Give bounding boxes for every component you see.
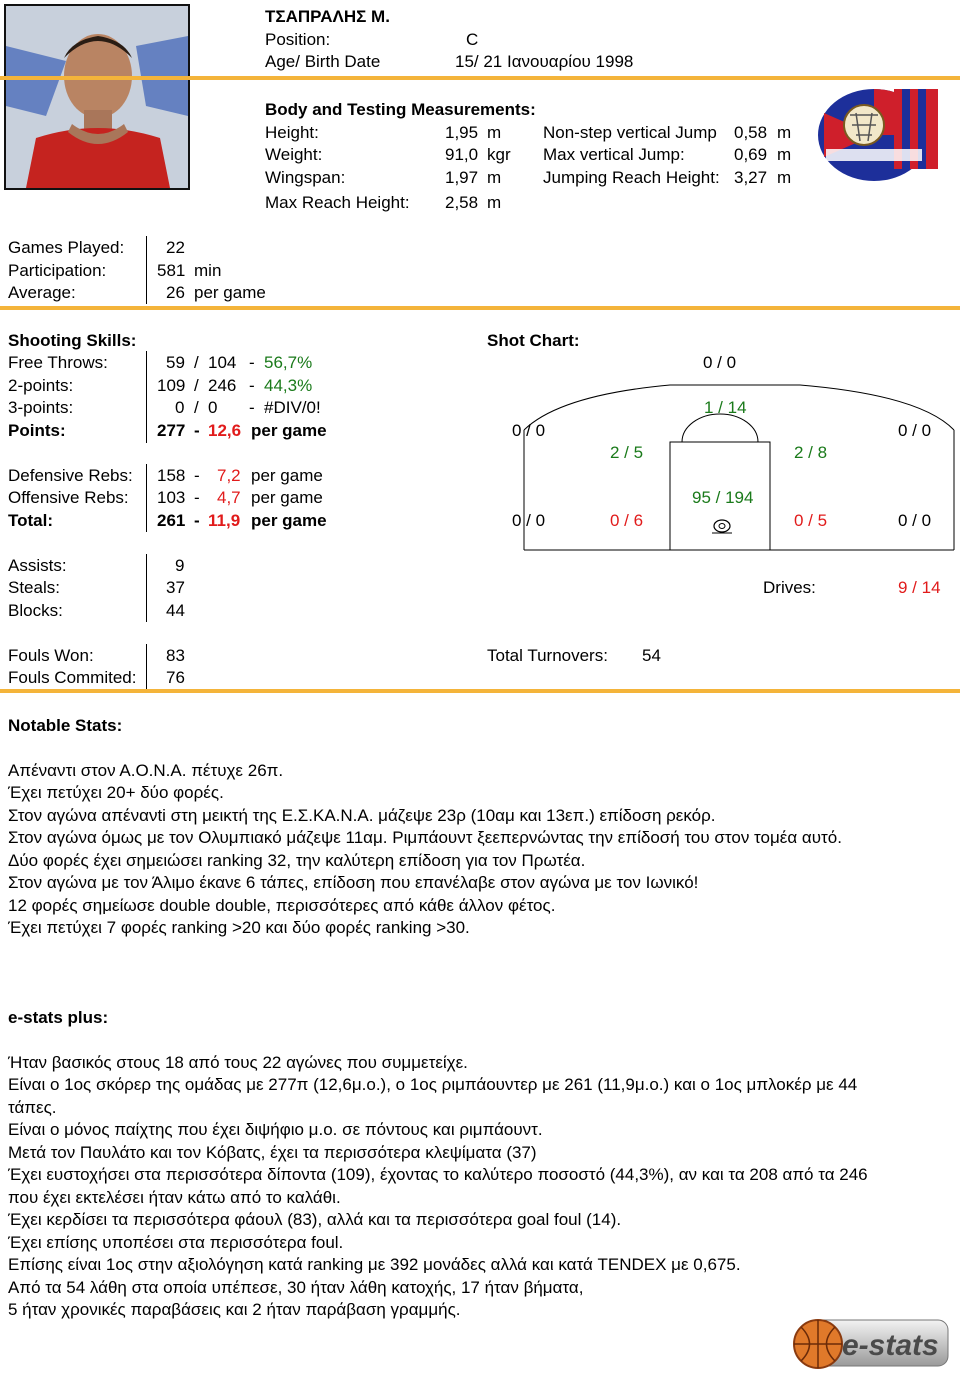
estats-title: e-stats plus: [8, 1008, 109, 1027]
three-points-attempted: 0 [208, 398, 218, 417]
weight-label: Weight: [265, 145, 323, 164]
maxreach-label: Max Reach Height: [265, 193, 410, 212]
two-points-made: 109 [157, 376, 186, 395]
total-rebs-per-game: per game [251, 511, 327, 530]
average-unit: per game [194, 283, 266, 302]
three-points-made: 0 [175, 398, 185, 417]
estats-line: τάπες. [8, 1098, 57, 1117]
average-value: 26 [166, 283, 185, 302]
height-value: 1,95 [445, 123, 479, 142]
notable-line: Στον αγώνα με τον Άλιμο έκανε 6 τάπες, επίδοση που επανέλαβε στον αγώνα με τον Ιωνικό! [8, 873, 699, 892]
wingspan-unit: m [487, 168, 502, 187]
def-rebs-total: 158 [157, 466, 186, 485]
wingspan-value: 1,97 [445, 168, 479, 187]
free-throws-made: 59 [166, 353, 185, 372]
maxreach-value: 2,58 [445, 193, 479, 212]
estats-logo-icon [792, 1310, 952, 1374]
def-rebs-per-game: per game [251, 466, 323, 485]
fouls-committed-label: Fouls Commited: [8, 668, 137, 687]
section-divider [0, 306, 960, 310]
notable-title: Notable Stats: [8, 716, 123, 735]
column-divider [146, 351, 147, 443]
games-played-label: Games Played: [8, 238, 125, 257]
maxvert-unit: m [777, 145, 792, 164]
shot-chart-title: Shot Chart: [487, 331, 580, 350]
estats-line: Έχει ευστοχήσει στα περισσότερα δίποντα (109), έχοντας το καλύτερο ποσοστό (44,3%), αν και τα 208 από τα 246 [8, 1165, 868, 1184]
maxvert-value: 0,69 [734, 145, 768, 164]
slash: / [194, 353, 199, 372]
shot-zone-top: 0 / 0 [703, 353, 737, 372]
nonstep-label: Non-step vertical Jump [543, 123, 717, 142]
steals-value: 37 [166, 578, 185, 597]
total-rebs-label: Total: [8, 511, 54, 530]
column-divider [146, 236, 147, 304]
def-rebs-label: Defensive Rebs: [8, 466, 133, 485]
estats-line: Έχει κερδίσει τα περισσότερα φάουλ (83), αλλά και τα περισσότερα goal foul (14). [8, 1210, 622, 1229]
column-divider [146, 554, 147, 622]
player-name: ΤΣΑΠΡΑΛΗΣ Μ. [265, 7, 390, 26]
points-total: 277 [157, 421, 186, 440]
team-logo-icon [816, 85, 940, 185]
section-divider [0, 689, 960, 693]
dash: - [194, 511, 200, 530]
turnovers-value: 54 [642, 646, 661, 665]
jumpreach-unit: m [777, 168, 792, 187]
shot-zone-right-corner-upper: 0 / 0 [898, 421, 932, 440]
points-label: Points: [8, 421, 66, 440]
estats-line: Από τα 54 λάθη στα οποία υπέπεσε, 30 ήταν λάθη κατοχής, 17 ήταν βήματα, [8, 1278, 584, 1297]
fouls-won-label: Fouls Won: [8, 646, 94, 665]
points-per-game: per game [251, 421, 327, 440]
blocks-value: 44 [166, 601, 185, 620]
participation-label: Participation: [8, 261, 107, 280]
estats-line: 5 ήταν χρονικές παραβάσεις και 2 ήταν παράβαση γραμμής. [8, 1300, 461, 1319]
weight-value: 91,0 [445, 145, 479, 164]
shooting-title: Shooting Skills: [8, 331, 137, 350]
height-label: Height: [265, 123, 319, 142]
off-rebs-total: 103 [157, 488, 186, 507]
slash: / [194, 398, 199, 417]
dash: - [194, 488, 200, 507]
maxvert-label: Max vertical Jump: [543, 145, 685, 164]
nonstep-unit: m [777, 123, 792, 142]
position-value: C [466, 30, 479, 49]
estats-line: Είναι ο 1ος σκόρερ της ομάδας με 277π (12,6μ.ο.), ο 1ος ριμπάουντερ με 261 (11,9μ.ο.) και ο 1ος μπλοκέρ με 44 [8, 1075, 858, 1094]
participation-unit: min [194, 261, 222, 280]
points-average: 12,6 [208, 421, 242, 440]
assists-value: 9 [175, 556, 185, 575]
basketball-court-icon [520, 345, 960, 555]
shot-zone-right-base: 0 / 5 [794, 511, 828, 530]
total-rebs-total: 261 [157, 511, 186, 530]
position-label: Position: [265, 30, 331, 49]
measurements-title: Body and Testing Measurements: [265, 100, 536, 119]
section-divider [0, 76, 960, 80]
free-throws-attempted: 104 [208, 353, 237, 372]
estats-line: που έχει εκτελέσει ήταν κάτω από το καλάθι. [8, 1188, 341, 1207]
notable-line: 12 φορές σημείωσε double double, περισσότερες από κάθε άλλον φέτος. [8, 896, 556, 915]
average-label: Average: [8, 283, 76, 302]
dash: - [249, 353, 255, 372]
wingspan-label: Wingspan: [265, 168, 346, 187]
drives-label: Drives: [763, 578, 816, 597]
shot-zone-right-wing: 2 / 8 [794, 443, 828, 462]
notable-line: Στον αγώνα απένανti στη μεικτή της Ε.Σ.ΚΑ.Ν.Α. μάζεψε 23ρ (10αμ και 13επ.) επίδοση ρεκόρ. [8, 806, 716, 825]
drives-value: 9 / 14 [898, 578, 941, 597]
assists-label: Assists: [8, 556, 67, 575]
dash: - [249, 376, 255, 395]
shot-zone-top-key: 1 / 14 [704, 398, 747, 417]
shot-zone-left-corner-lower: 0 / 0 [512, 511, 546, 530]
fouls-won-value: 83 [166, 646, 185, 665]
notable-line: Έχει πετύχει 20+ δύο φορές. [8, 783, 224, 802]
birth-label: Age/ Birth Date [265, 52, 381, 71]
games-played-value: 22 [166, 238, 185, 257]
three-points-label: 3-points: [8, 398, 74, 417]
shot-zone-paint: 95 / 194 [692, 488, 754, 507]
dash: - [249, 398, 255, 417]
nonstep-value: 0,58 [734, 123, 768, 142]
turnovers-label: Total Turnovers: [487, 646, 608, 665]
height-unit: m [487, 123, 502, 142]
free-throws-pct: 56,7% [264, 353, 313, 372]
blocks-label: Blocks: [8, 601, 63, 620]
shot-zone-left-corner-upper: 0 / 0 [512, 421, 546, 440]
estats-line: Μετά τον Παυλάτο και τον Κόβατς, έχει τα περισσότερα κλεψίματα (37) [8, 1143, 537, 1162]
column-divider [146, 644, 147, 690]
weight-unit: kgr [487, 145, 511, 164]
estats-logo-text: e-stats [842, 1329, 939, 1362]
shot-zone-left-base: 0 / 6 [610, 511, 644, 530]
participation-value: 581 [157, 261, 186, 280]
free-throws-label: Free Throws: [8, 353, 108, 372]
jumpreach-label: Jumping Reach Height: [543, 168, 720, 187]
two-points-label: 2-points: [8, 376, 74, 395]
birth-value: 15/ 21 Ιανουαρίου 1998 [455, 52, 634, 71]
maxreach-unit: m [487, 193, 502, 212]
notable-line: Στον αγώνα όμως με τον Ολυμπιακό μάζεψε 11αμ. Ριμπάουντ ξεεπερνώντας την επίδοσή του στον τομέα αυτό. [8, 828, 842, 847]
dash: - [194, 421, 200, 440]
two-points-attempted: 246 [208, 376, 237, 395]
steals-label: Steals: [8, 578, 60, 597]
three-points-pct: #DIV/0! [264, 398, 321, 417]
notable-line: Απέναντι στον Α.Ο.Ν.Α. πέτυχε 26π. [8, 761, 284, 780]
estats-line: Είναι ο μόνος παίχτης που έχει διψήφιο μ.ο. σε πόντους και ριμπάουντ. [8, 1120, 543, 1139]
column-divider [146, 464, 147, 532]
dash: - [194, 466, 200, 485]
off-rebs-label: Offensive Rebs: [8, 488, 129, 507]
two-points-pct: 44,3% [264, 376, 313, 395]
total-rebs-average: 11,9 [208, 511, 241, 530]
notable-line: Έχει πετύχει 7 φορές ranking >20 και δύο φορές ranking >30. [8, 918, 470, 937]
estats-line: Έχει επίσης υποπέσει στα περισσότερα foul. [8, 1233, 344, 1252]
notable-line: Δύο φορές έχει σημειώσει ranking 32, την καλύτερη επίδοση για τον Πρωτέα. [8, 851, 586, 870]
off-rebs-average: 4,7 [217, 488, 241, 507]
shot-zone-left-wing: 2 / 5 [610, 443, 644, 462]
estats-line: Ήταν βασικός στους 18 από τους 22 αγώνες που συμμετείχε. [8, 1053, 468, 1072]
fouls-committed-value: 76 [166, 668, 185, 687]
off-rebs-per-game: per game [251, 488, 323, 507]
jumpreach-value: 3,27 [734, 168, 768, 187]
def-rebs-average: 7,2 [217, 466, 241, 485]
estats-line: Επίσης είναι 1ος στην αξιολόγηση κατά ranking με 392 μονάδες αλλά και κατά TENDEX με 0,675. [8, 1255, 741, 1274]
shot-zone-right-corner-lower: 0 / 0 [898, 511, 932, 530]
slash: / [194, 376, 199, 395]
player-portrait-icon [6, 6, 188, 188]
player-photo [4, 4, 190, 190]
